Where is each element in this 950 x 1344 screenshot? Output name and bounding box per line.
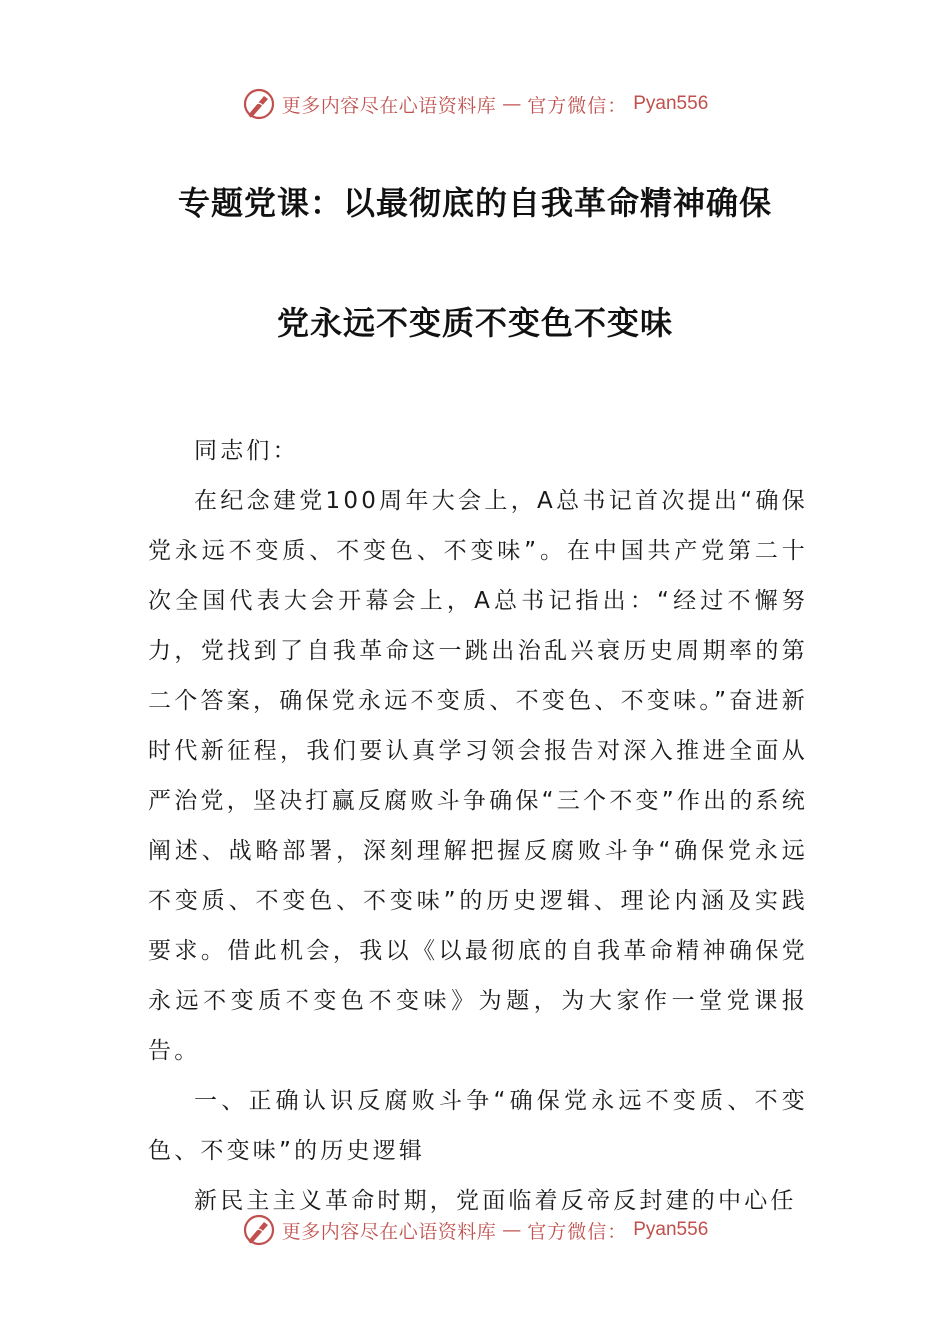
footer-watermark xyxy=(0,1210,950,1250)
watermark-wechat-label: 官方微信： xyxy=(527,1220,628,1243)
greeting-paragraph: 同志们： xyxy=(194,438,299,464)
header-watermark xyxy=(0,84,950,124)
pen-circle-logo-icon xyxy=(242,1213,276,1247)
watermark-dash: — xyxy=(502,93,522,115)
watermark-main-text: 更多内容尽在心语资料库 xyxy=(281,94,497,117)
document-title-line-2: 党永远不变质不变色不变味 xyxy=(276,304,673,342)
watermark-dash: — xyxy=(502,1219,522,1241)
body-paragraph: 新民主主义革命时期，党面临着反帝反封建的中心任 xyxy=(194,1188,797,1214)
watermark-wechat-label: 官方微信： xyxy=(527,94,628,117)
document-body xyxy=(148,426,808,1226)
document-title-line-1: 专题党课：以最彻底的自我革命精神确保 xyxy=(177,184,772,222)
body-paragraph: 在纪念建党100周年大会上，A总书记首次提出“确保党永远不变质、不变色、不变味”。在中国共产党第二十次全国代表大会开幕会上，A总书记指出：“经过不懈努力，党找到了自我革命这一跳出治乱兴衰历史周期率的第二个答案，确保党永远不变质、不变色、不变味。”奋进新时代新征程，我们要认真学习领会报告对深入推进全面从严治党，坚决打赢反腐败斗争确保“三个不变”作出的系统阐述、战略部署，深刻理解把握反腐败斗争“确保党永远不变质、不变色、不变味”的历史逻辑、理论内涵及实践要求。借此机会，我以《以最彻底的自我革命精神确保党永远不变质不变色不变味》为题，为大家作一堂党课报告。 xyxy=(148,488,808,1064)
section-heading-1: 一、正确认识反腐败斗争“确保党永远不变质、不变色、不变味”的历史逻辑 xyxy=(148,1088,808,1164)
watermark-main-text: 更多内容尽在心语资料库 xyxy=(281,1220,497,1243)
pen-circle-logo-icon xyxy=(242,87,276,121)
watermark-wechat-id: Pyan556 xyxy=(633,93,709,114)
watermark-wechat-id: Pyan556 xyxy=(633,1219,709,1240)
